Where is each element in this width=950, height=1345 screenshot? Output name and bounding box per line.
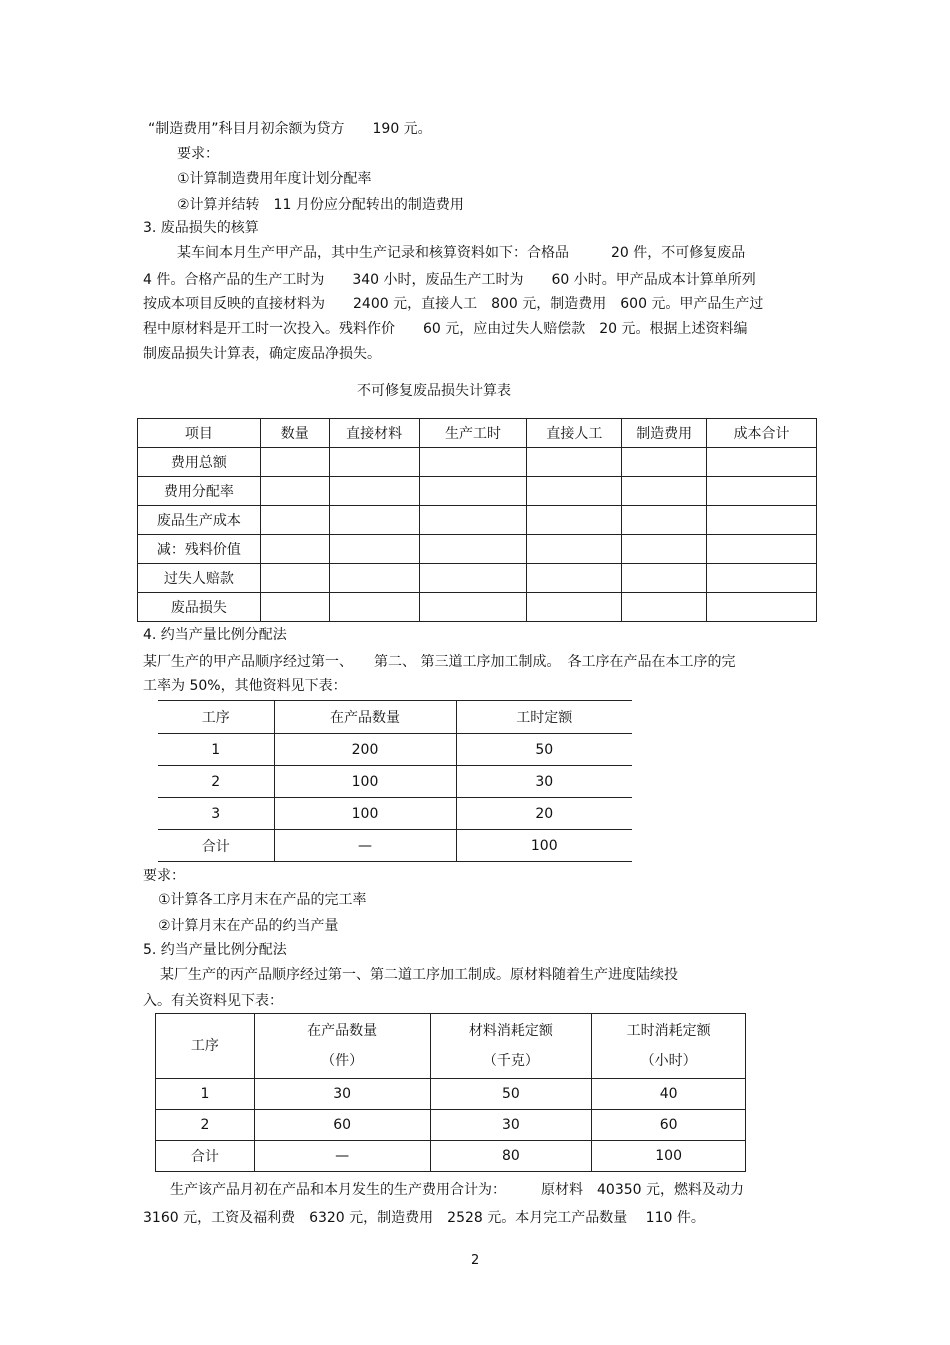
section-heading: 5. 约当产量比例分配法 xyxy=(143,942,287,958)
table-header: 材料消耗定额 （千克） xyxy=(430,1014,592,1079)
table-cell: 合计 xyxy=(156,1141,255,1172)
table-cell: 1 xyxy=(156,1079,255,1110)
table-cell: — xyxy=(254,1141,430,1172)
row-label: 减：残料价值 xyxy=(138,535,261,564)
table-cell: 3 xyxy=(158,798,274,830)
table-header: 生产工时 xyxy=(419,419,527,448)
table-row xyxy=(138,593,817,622)
table-row xyxy=(156,1141,746,1172)
table-header: 工序 xyxy=(201,710,230,726)
table-cell: 1 xyxy=(158,734,274,766)
page-number: 2 xyxy=(471,1253,480,1268)
table-cell: 40 xyxy=(592,1079,746,1110)
table-cell: 60 xyxy=(254,1110,430,1141)
paragraph-line: 工率为 50%，其他资料见下表： xyxy=(143,678,347,694)
table-header: 直接材料 xyxy=(329,419,419,448)
scrap-loss-table xyxy=(137,418,817,622)
table-cell: 80 xyxy=(430,1141,592,1172)
table-cell: 100 xyxy=(456,830,632,862)
table-row xyxy=(138,448,817,477)
table-cell: — xyxy=(274,830,456,862)
table-cell: 200 xyxy=(274,734,456,766)
table-header: 直接人工 xyxy=(527,419,622,448)
table-row xyxy=(138,477,817,506)
requirement-label: 要求： xyxy=(143,868,185,884)
paragraph-line: 程中原材料是开工时一次投入。残料作价 60 元，应由过失人赔偿款 20 元。根据上述资料编 xyxy=(143,321,748,337)
paragraph-line: 3160 元，工资及福利费 6320 元，制造费用 2528 元。本月完工产品数量 110 件。 xyxy=(143,1210,705,1226)
process-table xyxy=(158,700,632,862)
table-header: 在产品数量 （件） xyxy=(254,1014,430,1079)
table-header: 数量 xyxy=(260,419,329,448)
table-row xyxy=(158,766,632,798)
table-row xyxy=(156,1079,746,1110)
table-header: 工时消耗定额 （小时） xyxy=(592,1014,746,1079)
table-row xyxy=(158,734,632,766)
row-label: 费用分配率 xyxy=(138,477,261,506)
material-table xyxy=(155,1013,746,1172)
table-row xyxy=(158,798,632,830)
table-row xyxy=(138,535,817,564)
table-cell: 50 xyxy=(456,734,632,766)
requirement-item: ②计算并结转 11 月份应分配转出的制造费用 xyxy=(177,197,464,213)
intro-line: “制造费用”科目月初余额为贷方 190 元。 xyxy=(148,121,432,137)
table-title: 不可修复废品损失计算表 xyxy=(357,383,511,399)
paragraph-line: 入。有关资料见下表： xyxy=(143,993,283,1009)
table-cell: 100 xyxy=(274,798,456,830)
table-cell: 合计 xyxy=(158,830,274,862)
requirement-label: 要求： xyxy=(177,146,219,162)
requirement-item: ①计算制造费用年度计划分配率 xyxy=(177,171,372,187)
table-header: 工时定额 xyxy=(456,701,632,734)
table-cell: 50 xyxy=(430,1079,592,1110)
table-cell: 100 xyxy=(592,1141,746,1172)
table-header: 工序 xyxy=(156,1014,255,1079)
table-cell: 60 xyxy=(592,1110,746,1141)
table-header: 在产品数量 xyxy=(274,701,456,734)
paragraph-line: 4 件。合格产品的生产工时为 340 小时，废品生产工时为 60 小时。甲产品成本计算单所列 xyxy=(143,272,756,288)
paragraph-line: 某车间本月生产甲产品，其中生产记录和核算资料如下：合格品 20 件，不可修复废品 xyxy=(177,245,746,261)
table-header: 制造费用 xyxy=(622,419,707,448)
section-heading: 3. 废品损失的核算 xyxy=(143,220,259,236)
requirement-item: ①计算各工序月末在产品的完工率 xyxy=(158,892,367,908)
table-row xyxy=(138,564,817,593)
table-cell: 2 xyxy=(156,1110,255,1141)
row-label: 废品损失 xyxy=(138,593,261,622)
row-label: 废品生产成本 xyxy=(138,506,261,535)
table-row xyxy=(156,1110,746,1141)
paragraph-line: 某厂生产的丙产品顺序经过第一、第二道工序加工制成。原材料随着生产进度陆续投 xyxy=(160,967,678,983)
row-label: 过失人赔款 xyxy=(138,564,261,593)
paragraph-line: 制废品损失计算表，确定废品净损失。 xyxy=(143,346,381,362)
table-row xyxy=(138,506,817,535)
paragraph-line: 某厂生产的甲产品顺序经过第一、 第二、 第三道工序加工制成。 各工序在产品在本工序的完 xyxy=(143,654,736,670)
row-label: 费用总额 xyxy=(138,448,261,477)
table-cell: 100 xyxy=(274,766,456,798)
requirement-item: ②计算月末在产品的约当产量 xyxy=(158,918,339,934)
table-header: 项目 xyxy=(138,419,261,448)
section-heading: 4. 约当产量比例分配法 xyxy=(143,627,287,643)
table-cell: 30 xyxy=(456,766,632,798)
table-row xyxy=(158,830,632,862)
paragraph-line: 按成本项目反映的直接材料为 2400 元，直接人工 800 元，制造费用 600 元。甲产品生产过 xyxy=(143,296,764,312)
table-cell: 2 xyxy=(158,766,274,798)
table-cell: 20 xyxy=(456,798,632,830)
table-cell: 30 xyxy=(254,1079,430,1110)
table-cell: 30 xyxy=(430,1110,592,1141)
paragraph-line: 生产该产品月初在产品和本月发生的生产费用合计为： 原材料 40350 元，燃料及动力 xyxy=(170,1182,744,1198)
table-header: 成本合计 xyxy=(707,419,817,448)
